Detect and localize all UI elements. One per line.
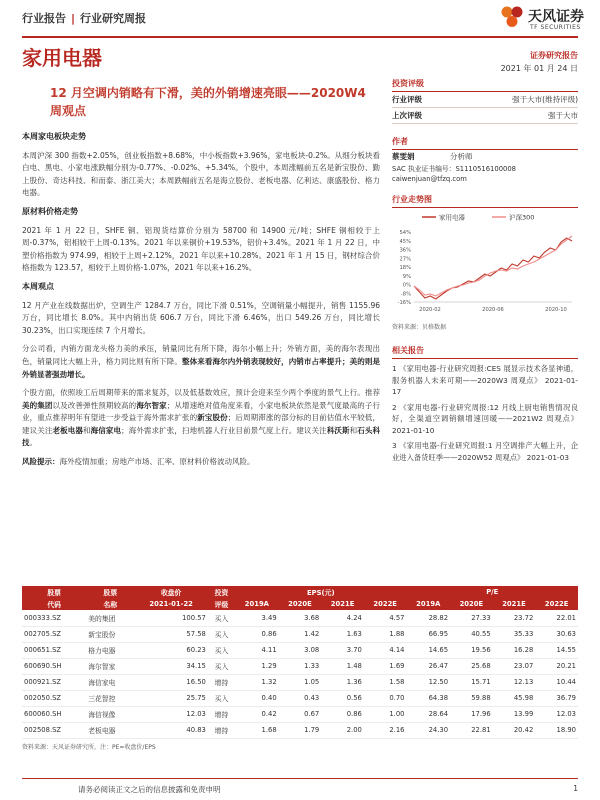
- cell-eps: 1.88: [364, 626, 407, 642]
- cell-price: 40.83: [134, 722, 207, 738]
- series-line-0: [414, 238, 572, 299]
- cell-code: 002705.SZ: [22, 626, 86, 642]
- series-line-1: [414, 236, 572, 296]
- x-tick-label: 2020-02: [419, 307, 441, 313]
- cell-code: 000921.SZ: [22, 674, 86, 690]
- cell-eps: 3.08: [279, 642, 322, 658]
- report-type: 证券研究报告: [530, 51, 578, 60]
- cell-rating: 买入: [208, 690, 235, 706]
- chart-series: [414, 236, 572, 299]
- company-logo: [500, 3, 590, 39]
- stock-highlight: 海信家电: [90, 425, 122, 435]
- table-header-row: [22, 586, 578, 598]
- section-heading: 本周家电板块走势: [22, 132, 86, 141]
- cell-pe: 12.50: [406, 674, 450, 690]
- col-name-sub: 名称: [86, 598, 134, 610]
- stock-highlight: 海尔智家: [136, 400, 167, 410]
- section-paragraph: [22, 343, 380, 381]
- col-year: 2020E: [279, 598, 322, 610]
- cell-pe: 40.55: [450, 626, 493, 642]
- risk-text: 海外疫情加重；房地产市场、汇率、原材料价格波动风险。: [59, 457, 255, 467]
- x-tick-label: 2020-10: [545, 307, 567, 313]
- col-code-sub: 代码: [22, 598, 86, 610]
- cell-name: 海信家电: [86, 674, 134, 690]
- stock-highlight: 石头科技: [22, 425, 381, 448]
- cell-pe: 22.81: [450, 722, 493, 738]
- chart-legend: [422, 213, 534, 222]
- cell-pe: 35.33: [493, 626, 536, 642]
- col-eps-head: EPS(元): [235, 586, 406, 598]
- cell-pe: 25.68: [450, 658, 493, 674]
- y-tick-label: -16%: [397, 300, 411, 306]
- cell-eps: 0.86: [235, 626, 279, 642]
- cell-eps: 1.29: [235, 658, 279, 674]
- cell-pe: 17.96: [450, 706, 493, 722]
- cell-name: 三花智控: [86, 690, 134, 706]
- col-price-head: 收盘价: [134, 586, 207, 598]
- cell-pe: 14.65: [406, 642, 450, 658]
- author-title: 分析师: [450, 152, 473, 161]
- cell-name: 海信视像: [86, 706, 134, 722]
- main-content: [22, 125, 380, 475]
- cell-eps: 1.32: [235, 674, 279, 690]
- col-rating-sub: 评级: [208, 598, 235, 610]
- cell-price: 60.23: [134, 642, 207, 658]
- cell-eps: 1.36: [321, 674, 364, 690]
- table-row: [22, 610, 578, 626]
- section-heading: 原材料价格走势: [22, 206, 78, 216]
- cell-rating: 增持: [208, 706, 235, 722]
- table-row: [22, 626, 578, 642]
- cell-pe: 12.03: [535, 706, 578, 722]
- cell-rating: 买入: [208, 642, 235, 658]
- col-year: 2021E: [493, 598, 536, 610]
- cell-eps: 0.43: [279, 690, 322, 706]
- cell-pe: 45.98: [493, 690, 536, 706]
- y-tick-label: 0%: [402, 282, 411, 289]
- related-reports: [392, 345, 578, 463]
- rating-value: 强于大市: [548, 111, 578, 120]
- cell-eps: 4.11: [235, 642, 279, 658]
- cell-pe: 26.47: [406, 658, 450, 674]
- cell-eps: 1.00: [364, 706, 407, 722]
- cell-code: 002050.SZ: [22, 690, 86, 706]
- author-name: 蔡雯娟: [392, 152, 415, 161]
- text-run: 。: [29, 438, 37, 448]
- cell-eps: 3.68: [279, 610, 322, 626]
- y-tick-label: 18%: [399, 265, 411, 271]
- x-tick-label: 2020-06: [482, 307, 504, 313]
- col-year: 2019A: [235, 598, 279, 610]
- cell-pe: 28.82: [406, 610, 450, 626]
- cell-pe: 30.63: [535, 626, 578, 642]
- cell-price: 34.15: [134, 658, 207, 674]
- cell-code: 600690.SH: [22, 658, 86, 674]
- related-report-item[interactable]: 3 《家用电器-行业研究周报:1 月空调排产大幅上升，企业进入备货旺季——2020W52 周观点》 2021-01-03: [392, 441, 578, 462]
- cell-eps: 2.16: [364, 722, 407, 738]
- page-number: 1: [573, 784, 578, 793]
- cell-eps: 1.58: [364, 674, 407, 690]
- table-row: [22, 658, 578, 674]
- cell-eps: 0.67: [279, 706, 322, 722]
- cell-code: 600060.SH: [22, 706, 86, 722]
- cell-pe: 12.13: [493, 674, 536, 690]
- stock-highlight: 新宝股份: [197, 413, 228, 423]
- cell-eps: 2.00: [321, 722, 364, 738]
- author-email[interactable]: caiwenjuan@tfzq.com: [392, 175, 467, 183]
- table-row: [22, 722, 578, 738]
- cell-code: 000333.SZ: [22, 610, 86, 626]
- cell-eps: 1.05: [279, 674, 322, 690]
- cell-eps: 0.70: [364, 690, 407, 706]
- col-name-head: 股票: [86, 586, 134, 598]
- table-source: 资料来源：天风证券研究所，注：PE=收盘价/EPS: [22, 743, 156, 751]
- brand-name-cn: 天风证券: [528, 9, 584, 25]
- cell-name: 格力电器: [86, 642, 134, 658]
- y-tick-label: 54%: [399, 230, 411, 236]
- y-axis: [398, 230, 411, 306]
- table-row: [22, 674, 578, 690]
- cell-pe: 23.72: [493, 610, 536, 626]
- cell-pe: 28.64: [406, 706, 450, 722]
- section-paragraph: 本周沪深 300 指数+2.05%，创业板指数+8.68%，中小板指数+3.96%，家电板块-0.2%。从细分板块看白电、黑电、小家电涨跌幅分别为-0.77%、-0.02%、+5.34%。个股中，本周涨幅前五名是新宝股份、勤上股份、奇达科技、和而泰、浙江美大；本周跌幅前五名是海立股份、老板电器、亿利达、康盛股份、格力电器。: [22, 150, 380, 198]
- emphasis-text: 整体来看海尔内外销表现较好，内销市占率提升；美的则是外销显著强劲增长。: [22, 356, 381, 379]
- text-run: 个股方面，依照竣工后周期带来的需求复苏，以及低基数效应，预计会迎来至少两个季度的景气上行。推荐: [22, 388, 380, 398]
- header-rule: [22, 36, 578, 38]
- section-paragraph: 12 月产业在线数据出炉，空调生产 1284.7 万台，同比下滑 0.51%，空调销量小幅提升，销售 1155.96 万台，同比增长 8.0%。其中内销出货 606.7 万台，同比下滑 6.46%，出口 549.26 万台，同比增长 30.23%，出口实现连续 7 个月增长。: [22, 300, 380, 335]
- stock-table: [22, 586, 578, 739]
- chart-heading: 行业走势图: [392, 194, 578, 208]
- x-axis: [414, 302, 572, 313]
- col-pe-head: P/E: [406, 586, 578, 598]
- cell-eps: 4.14: [364, 642, 407, 658]
- col-price-sub: 2021-01-22: [134, 598, 207, 610]
- y-tick-label: 36%: [399, 247, 411, 254]
- stock-highlight: 老板电器: [52, 425, 83, 435]
- cell-eps: 1.69: [364, 658, 407, 674]
- risk-label: 风险提示：: [22, 457, 60, 467]
- section-paragraph: 2021 年 1 月 22 日，SHFE 铜、铝现货结算价分别为 58700 和 14900 元/吨；SHFE 铜相较于上周-0.37%，铝相较于上周-0.13%。2021 年以来铜价+19.53%，铝价+3.4%。2021 年 1 月 22 日，中塑价格指数为 974.99，相较于上周+2.12%，2021 年以来+10.28%。2021 年 1 月 15 日，钢材综合价格指数为 123.57，相较于上周价格-1.07%，2021 年以来+16.2%。: [22, 225, 380, 273]
- tag-industry-report: 行业报告: [22, 12, 66, 25]
- sidebar: [392, 78, 578, 463]
- cell-rating: 增持: [208, 722, 235, 738]
- cell-price: 100.57: [134, 610, 207, 626]
- y-tick-label: -8%: [400, 291, 411, 298]
- cell-pe: 10.44: [535, 674, 578, 690]
- cell-pe: 20.42: [493, 722, 536, 738]
- chart-source: 资料来源：贝格数据: [392, 324, 447, 331]
- y-tick-label: 9%: [402, 273, 411, 280]
- table-row: [22, 690, 578, 706]
- col-year: 2022E: [535, 598, 578, 610]
- industry-name: 家用电器: [22, 46, 102, 70]
- cell-rating: 买入: [208, 610, 235, 626]
- related-report-item[interactable]: 1 《家用电器-行业研究周报:CES 展显示技术各显神通，服务机器人未来可期——2020W3 周观点》 2021-01-17: [392, 364, 578, 396]
- text-run: ；海外需求扩张，扫地机器人行业目前景气度上行。建议关注: [121, 425, 327, 435]
- industry-trend-chart: [392, 210, 578, 320]
- text-run: 以及改善弹性预期较高的: [52, 400, 137, 410]
- tag-separator: |: [71, 12, 76, 25]
- cell-eps: 0.86: [321, 706, 364, 722]
- valuation-table: [22, 586, 578, 751]
- footer-rule: [22, 778, 578, 779]
- text-run: 分公司看，内销方面龙头格力美的承压，销量同比有所下降，海尔小幅上升；外销方面，美的海尔表现出色，销量同比大幅上升，格力同比则有所下降。: [22, 344, 380, 366]
- cell-pe: 19.56: [450, 642, 493, 658]
- cell-name: 海尔智家: [86, 658, 134, 674]
- cell-pe: 14.55: [535, 642, 578, 658]
- cell-pe: 36.79: [535, 690, 578, 706]
- rating-row: [392, 108, 578, 124]
- author-line: [392, 150, 578, 164]
- related-report-item[interactable]: 2 《家用电器-行业研究周报:12 月线上厨电销售情况良好，全渠道空调销额增速回暖——2021W2 周观点》 2021-01-10: [392, 402, 578, 435]
- rating-label: 上次评级: [392, 111, 422, 120]
- report-date: 2021 年 01 月 24 日: [500, 64, 578, 73]
- section-heading: 本周观点: [22, 281, 54, 291]
- rating-label: 行业评级: [392, 95, 422, 104]
- col-rating-head: 投资: [208, 586, 235, 598]
- cell-rating: 买入: [208, 626, 235, 642]
- cell-eps: 0.42: [235, 706, 279, 722]
- cell-price: 57.58: [134, 626, 207, 642]
- cell-eps: 1.68: [235, 722, 279, 738]
- cell-pe: 64.38: [406, 690, 450, 706]
- text-run: 和: [82, 425, 91, 435]
- cell-name: 美的集团: [86, 610, 134, 626]
- cell-eps: 4.24: [321, 610, 364, 626]
- cell-eps: 4.57: [364, 610, 407, 626]
- risk-warning: [22, 456, 380, 469]
- author-heading: 作者: [392, 136, 578, 150]
- text-run: 和: [349, 425, 358, 435]
- cell-rating: 增持: [208, 674, 235, 690]
- table-body: [22, 610, 578, 738]
- cell-pe: 16.28: [493, 642, 536, 658]
- cell-eps: 1.79: [279, 722, 322, 738]
- report-title: 12 月空调内销略有下滑，美的外销增速亮眼——2020W4 周观点: [50, 86, 366, 118]
- tag-weekly-report: 行业研究周报: [80, 12, 147, 25]
- cell-eps: 3.70: [321, 642, 364, 658]
- cell-eps: 1.48: [321, 658, 364, 674]
- author-block: [392, 136, 578, 184]
- cell-pe: 15.71: [450, 674, 493, 690]
- cell-price: 16.50: [134, 674, 207, 690]
- y-tick-label: 27%: [399, 256, 411, 263]
- col-year: 2021E: [321, 598, 364, 610]
- stock-highlight: 科沃斯: [326, 425, 350, 435]
- y-tick-label: 45%: [399, 238, 411, 245]
- trend-chart-svg: [392, 210, 578, 320]
- cell-price: 25.75: [134, 690, 207, 706]
- col-year: 2020E: [450, 598, 493, 610]
- cell-eps: 0.56: [321, 690, 364, 706]
- legend-label: 沪深300: [509, 213, 535, 222]
- rating-heading: 投资评级: [392, 78, 578, 92]
- cell-name: 老板电器: [86, 722, 134, 738]
- chart-block: [392, 194, 578, 331]
- cell-price: 12.03: [134, 706, 207, 722]
- cell-pe: 27.33: [450, 610, 493, 626]
- cell-eps: 3.49: [235, 610, 279, 626]
- brand-name-en: TF SECURITIES: [530, 24, 581, 31]
- cell-pe: 18.90: [535, 722, 578, 738]
- col-year: 2022E: [364, 598, 407, 610]
- cell-pe: 23.07: [493, 658, 536, 674]
- cell-pe: 20.21: [535, 658, 578, 674]
- author-sac: SAC 执业证书编号：S1110516100008: [392, 165, 516, 173]
- text-run: ；从增速绝对值角度来看，小家电板块依然是景气度最高的子行业，重点推荐明年有望进一步受益于海外需求扩张的: [22, 400, 381, 423]
- cell-eps: 1.42: [279, 626, 322, 642]
- col-code-head: 股票: [22, 586, 86, 598]
- report-category: [22, 10, 146, 26]
- cell-pe: 59.88: [450, 690, 493, 706]
- cell-name: 新宝股份: [86, 626, 134, 642]
- rating-value: 强于大市(维持评级): [512, 95, 578, 104]
- cell-eps: 1.63: [321, 626, 364, 642]
- stock-highlight: 美的集团: [22, 400, 53, 410]
- cell-code: 000651.SZ: [22, 642, 86, 658]
- section-paragraph: [22, 387, 380, 450]
- table-row: [22, 706, 578, 722]
- tf-logo-icon: [500, 5, 524, 29]
- footer-disclaimer: 请务必阅读正文之后的信息披露和免责申明: [78, 785, 221, 794]
- cell-code: 002508.SZ: [22, 722, 86, 738]
- col-year: 2019A: [406, 598, 450, 610]
- cell-eps: 1.33: [279, 658, 322, 674]
- cell-pe: 66.95: [406, 626, 450, 642]
- cell-pe: 13.99: [493, 706, 536, 722]
- table-subheader-row: [22, 598, 578, 610]
- cell-pe: 24.30: [406, 722, 450, 738]
- cell-eps: 0.40: [235, 690, 279, 706]
- table-row: [22, 642, 578, 658]
- text-run: ；后周期滞涨的部分标的目前估值水平较低，建议关注: [22, 413, 381, 435]
- related-heading: 相关报告: [392, 345, 578, 359]
- legend-label: 家用电器: [439, 213, 465, 222]
- rating-row: [392, 92, 578, 108]
- cell-rating: 买入: [208, 658, 235, 674]
- cell-pe: 22.01: [535, 610, 578, 626]
